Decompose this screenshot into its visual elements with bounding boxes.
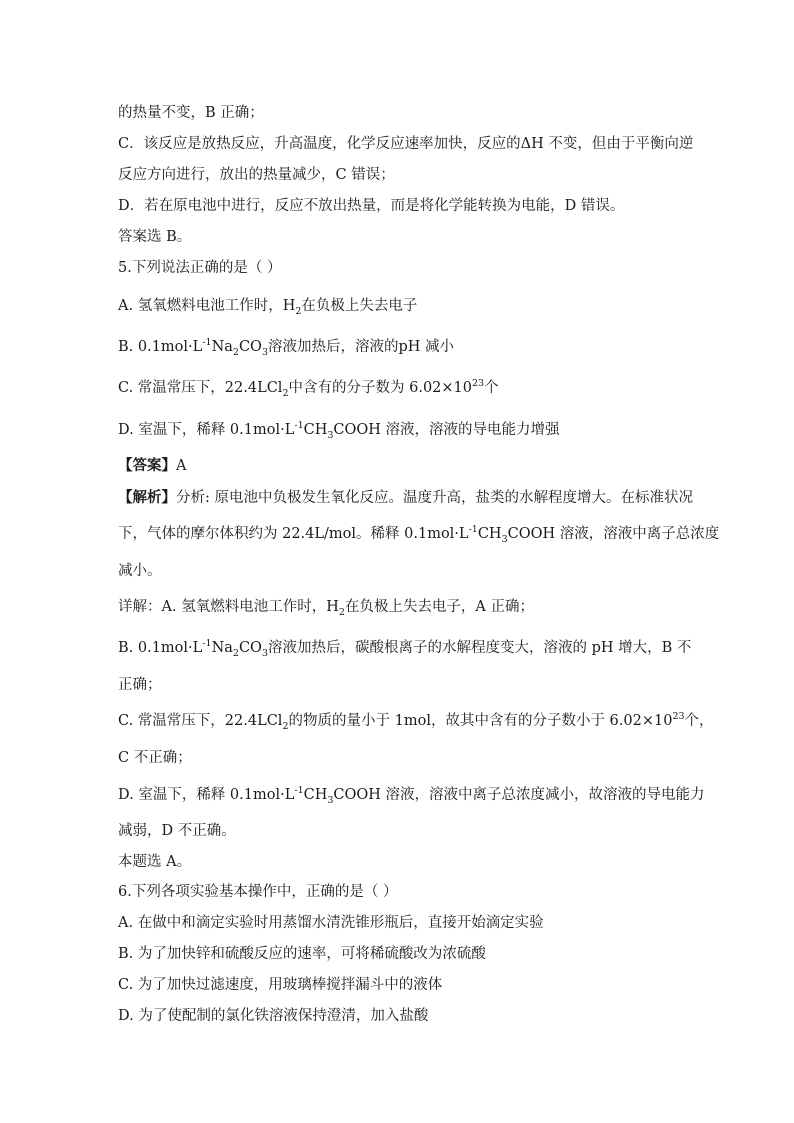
q5-option-c: C. 常温常压下，22.4LCl$_2$中含有的分子数为 $6.02\times 10^{23}$个: [118, 378, 499, 399]
detail-d-cont: 减弱，D 不正确。: [118, 823, 236, 839]
q5-option-a: A. 氢氧燃料电池工作时，$H_2$在负极上失去电子: [118, 298, 418, 317]
text-line: C．该反应是放热反应，升高温度，化学反应速率加快，反应的ΔH 不变，但由于平衡向逆: [118, 136, 694, 152]
answer-label: 【答案】: [118, 457, 176, 474]
detail-b-cont: 正确；: [118, 677, 162, 693]
analysis-line: 减小。: [118, 563, 162, 579]
q6-option-a: A. 在做中和滴定实验时用蒸馏水清洗锥形瓶后，直接开始滴定实验: [118, 915, 544, 931]
detail-c: C. 常温常压下，22.4LCl$_2$的物质的量小于 1mol，故其中含有的分子数小于 $6.02\times 10^{23}$个，: [118, 711, 714, 732]
detail-a: 详解：A. 氢氧燃料电池工作时，$H_2$在负极上失去电子，A 正确；: [118, 599, 534, 618]
detail-d: D. 室温下，稀释 $0.1mol\cdot L^{-1}CH_3COOH$ 溶液，溶液中离子总浓度减小，故溶液的导电能力: [118, 785, 705, 806]
q6-option-d: D. 为了使配制的氯化铁溶液保持澄清，加入盐酸: [118, 1008, 429, 1024]
detail-conclusion: 本题选 A。: [118, 854, 192, 870]
question-6-stem: 6.下列各项实验基本操作中，正确的是（ ）: [118, 884, 398, 900]
text-line: 答案选 B。: [118, 229, 192, 245]
text-line: 的热量不变，B 正确；: [118, 105, 264, 121]
answer-line: [118, 456, 186, 476]
q5-option-d: D. 室温下，稀释 $0.1mol\cdot L^{-1}CH_3COOH$ 溶液，溶液的导电能力增强: [118, 420, 560, 441]
q6-option-c: C. 为了加快过滤速度，用玻璃棒搅拌漏斗中的液体: [118, 977, 443, 993]
analysis-line: 【解析】分析: 原电池中负极发生氧化反应。温度升高，盐类的水解程度增大。在标准状况: [118, 489, 693, 506]
text-line: D．若在原电池中进行，反应不放出热量，而是将化学能转换为电能，D 错误。: [118, 198, 625, 214]
detail-c-cont: C 不正确；: [118, 750, 192, 766]
analysis-label: 【解析】: [118, 489, 176, 506]
analysis-line: 下，气体的摩尔体积约为 22.4L/mol。稀释 $0.1mol\cdot L^{-1}CH_3COOH$ 溶液，溶液中离子总浓度: [118, 524, 720, 545]
detail-b: B. $0.1mol\cdot L^{-1}Na_2CO_3$溶液加热后，碳酸根离子的水解程度变大，溶液的 pH 增大，B 不: [118, 638, 692, 659]
question-5-stem: 5.下列说法正确的是（ ）: [118, 260, 282, 276]
q6-option-b: B. 为了加快锌和硫酸反应的速率，可将稀硫酸改为浓硫酸: [118, 946, 486, 962]
answer-value: A: [176, 458, 187, 474]
q5-option-b: B. $0.1mol\cdot L^{-1}Na_2CO_3$溶液加热后，溶液的pH 减小: [118, 337, 455, 358]
text-line: 反应方向进行，放出的热量减少，C 错误；: [118, 167, 395, 183]
